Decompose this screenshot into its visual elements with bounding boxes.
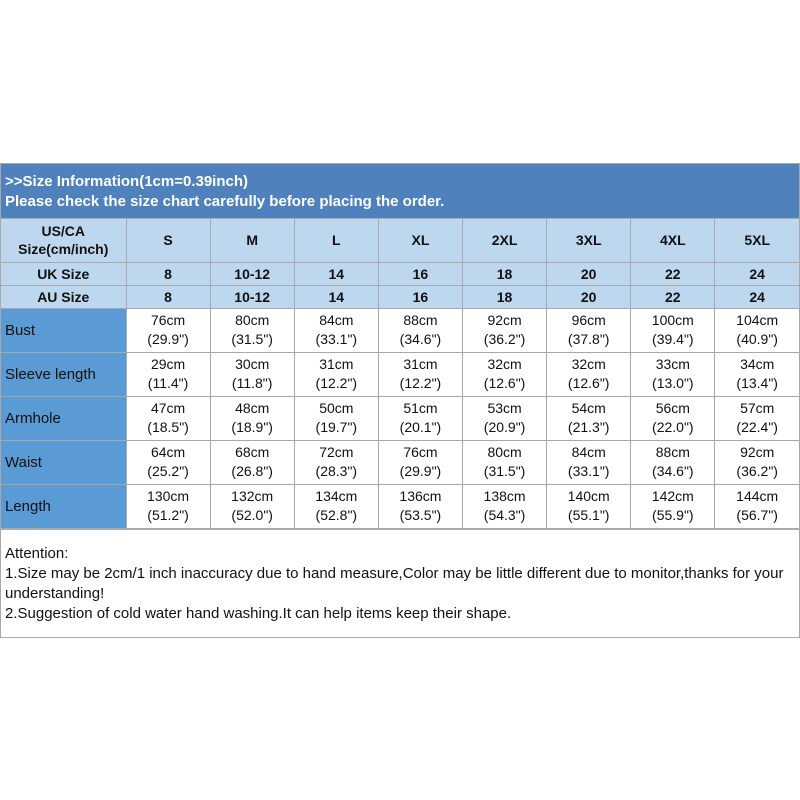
measurement-cm: 50cm bbox=[319, 400, 354, 416]
measurement-inch: (40.9") bbox=[736, 331, 778, 347]
measurement-inch: (36.2") bbox=[736, 463, 778, 479]
measurement-cell bbox=[631, 440, 715, 484]
measurement-inch: (22.4") bbox=[736, 419, 778, 435]
measurement-inch: (13.4") bbox=[736, 375, 778, 391]
measurement-cell bbox=[126, 352, 210, 396]
measurement-cell bbox=[631, 396, 715, 440]
measurement-inch: (19.7") bbox=[315, 419, 358, 435]
measurement-inch: (52.8") bbox=[315, 507, 358, 523]
measurement-cell bbox=[126, 440, 210, 484]
measurement-cell bbox=[210, 352, 294, 396]
measurement-row bbox=[1, 308, 799, 352]
uk-size-label: UK Size bbox=[1, 262, 126, 285]
measurement-cell bbox=[715, 484, 799, 528]
measurement-inch: (55.1") bbox=[567, 507, 610, 523]
au-size-cell: 22 bbox=[631, 285, 715, 308]
measurement-inch: (51.2") bbox=[147, 507, 189, 523]
measurement-inch: (20.1") bbox=[399, 419, 442, 435]
measurement-inch: (28.3") bbox=[315, 463, 358, 479]
measurement-cm: 32cm bbox=[487, 356, 522, 372]
us-size-cell: 5XL bbox=[715, 219, 799, 262]
measurement-cell bbox=[547, 396, 631, 440]
attention-note-1: 1.Size may be 2cm/1 inch inaccuracy due to hand measure,Color may be little different due to monitor,thanks for your understanding! bbox=[5, 564, 784, 602]
measurement-cell bbox=[378, 396, 462, 440]
measurement-inch: (31.5") bbox=[483, 463, 526, 479]
measurement-cell bbox=[547, 352, 631, 396]
measurement-inch: (29.9") bbox=[399, 463, 442, 479]
size-chart bbox=[0, 163, 800, 638]
au-size-cell: 18 bbox=[463, 285, 547, 308]
measurement-cell bbox=[294, 308, 378, 352]
au-size-cell: 14 bbox=[294, 285, 378, 308]
measurement-cell bbox=[547, 484, 631, 528]
au-size-cell: 16 bbox=[378, 285, 462, 308]
measurement-cell bbox=[463, 396, 547, 440]
measurement-cell bbox=[294, 440, 378, 484]
measurement-cm: 51cm bbox=[403, 400, 438, 416]
measurement-cell bbox=[210, 484, 294, 528]
us-size-label-line2: Size(cm/inch) bbox=[18, 241, 109, 258]
measurement-cell bbox=[715, 396, 799, 440]
us-size-label-line1: US/CA bbox=[41, 223, 86, 240]
us-size-cell: L bbox=[294, 219, 378, 262]
measurement-inch: (56.7") bbox=[736, 507, 778, 523]
measurement-label: Sleeve length bbox=[1, 352, 126, 396]
measurement-cell bbox=[378, 308, 462, 352]
measurement-cell bbox=[378, 484, 462, 528]
measurement-cell bbox=[210, 308, 294, 352]
size-info-banner bbox=[1, 164, 799, 219]
measurement-cm: 140cm bbox=[567, 488, 610, 504]
measurement-inch: (18.5") bbox=[147, 419, 189, 435]
au-size-row bbox=[1, 285, 799, 308]
measurement-cell bbox=[463, 484, 547, 528]
uk-size-cell: 10-12 bbox=[210, 262, 294, 285]
measurement-cell bbox=[463, 352, 547, 396]
measurement-cell bbox=[294, 484, 378, 528]
measurement-inch: (53.5") bbox=[399, 507, 442, 523]
measurement-cm: 92cm bbox=[740, 444, 775, 460]
measurement-cm: 144cm bbox=[736, 488, 779, 504]
measurement-cell bbox=[463, 440, 547, 484]
us-size-cell: 2XL bbox=[463, 219, 547, 262]
measurement-inch: (11.8") bbox=[231, 375, 273, 391]
measurement-cm: 29cm bbox=[150, 356, 186, 372]
measurement-cell bbox=[126, 308, 210, 352]
measurement-cell bbox=[463, 308, 547, 352]
measurement-cm: 80cm bbox=[235, 312, 270, 328]
measurement-inch: (22.0") bbox=[652, 419, 694, 435]
us-size-cell: M bbox=[210, 219, 294, 262]
measurement-cm: 134cm bbox=[315, 488, 358, 504]
measurement-cell bbox=[210, 396, 294, 440]
measurement-row bbox=[1, 352, 799, 396]
measurement-inch: (33.1") bbox=[315, 331, 358, 347]
attention-notes bbox=[1, 529, 799, 637]
uk-size-cell: 20 bbox=[547, 262, 631, 285]
measurement-cm: 34cm bbox=[740, 356, 775, 372]
size-info-title: >>Size Information(1cm=0.39inch) bbox=[5, 173, 248, 190]
measurement-row bbox=[1, 396, 799, 440]
uk-size-cell: 8 bbox=[126, 262, 210, 285]
measurement-cell bbox=[547, 308, 631, 352]
measurement-cm: 84cm bbox=[319, 312, 354, 328]
measurement-cm: 96cm bbox=[571, 312, 606, 328]
measurement-cell bbox=[294, 396, 378, 440]
measurement-cm: 138cm bbox=[483, 488, 526, 504]
us-size-row bbox=[1, 219, 799, 262]
measurement-label: Waist bbox=[1, 440, 126, 484]
us-size-cell: S bbox=[126, 219, 210, 262]
us-size-cell: XL bbox=[378, 219, 462, 262]
measurement-inch: (55.9") bbox=[652, 507, 694, 523]
uk-size-cell: 24 bbox=[715, 262, 799, 285]
measurement-inch: (39.4") bbox=[652, 331, 694, 347]
size-table bbox=[1, 219, 799, 529]
measurement-cm: 48cm bbox=[235, 400, 270, 416]
measurement-row bbox=[1, 440, 799, 484]
measurement-inch: (11.4") bbox=[147, 375, 189, 391]
us-size-cell: 3XL bbox=[547, 219, 631, 262]
measurement-cm: 92cm bbox=[487, 312, 522, 328]
au-size-label: AU Size bbox=[1, 285, 126, 308]
measurement-cm: 31cm bbox=[403, 356, 438, 372]
measurement-cell bbox=[715, 440, 799, 484]
au-size-cell: 10-12 bbox=[210, 285, 294, 308]
measurement-cell bbox=[631, 484, 715, 528]
au-size-cell: 20 bbox=[547, 285, 631, 308]
measurement-cm: 54cm bbox=[571, 400, 606, 416]
measurement-inch: (12.6") bbox=[483, 375, 526, 391]
measurement-cm: 68cm bbox=[235, 444, 270, 460]
size-info-instruction: Please check the size chart carefully before placing the order. bbox=[5, 193, 445, 210]
measurement-cm: 88cm bbox=[403, 312, 438, 328]
measurement-cm: 100cm bbox=[651, 312, 694, 328]
measurement-cm: 104cm bbox=[736, 312, 779, 328]
measurement-cm: 30cm bbox=[235, 356, 270, 372]
uk-size-cell: 14 bbox=[294, 262, 378, 285]
measurement-inch: (21.3") bbox=[567, 419, 610, 435]
us-size-label bbox=[1, 219, 126, 262]
measurement-cm: 72cm bbox=[319, 444, 354, 460]
measurement-cell bbox=[631, 308, 715, 352]
measurement-label: Armhole bbox=[1, 396, 126, 440]
measurement-cell bbox=[210, 440, 294, 484]
measurement-label: Bust bbox=[1, 308, 126, 352]
measurement-cm: 132cm bbox=[231, 488, 274, 504]
measurement-cm: 142cm bbox=[651, 488, 694, 504]
measurement-cm: 47cm bbox=[150, 400, 186, 416]
measurement-inch: (12.2") bbox=[399, 375, 442, 391]
measurement-inch: (12.6") bbox=[567, 375, 610, 391]
measurement-cm: 31cm bbox=[319, 356, 354, 372]
measurement-cm: 136cm bbox=[399, 488, 442, 504]
measurement-cm: 130cm bbox=[147, 488, 190, 504]
uk-size-cell: 22 bbox=[631, 262, 715, 285]
measurement-cm: 84cm bbox=[571, 444, 606, 460]
measurement-inch: (36.2") bbox=[483, 331, 526, 347]
measurement-cell bbox=[715, 352, 799, 396]
measurement-inch: (26.8") bbox=[231, 463, 273, 479]
measurement-cm: 57cm bbox=[740, 400, 775, 416]
measurement-inch: (34.6") bbox=[652, 463, 694, 479]
measurement-inch: (12.2") bbox=[315, 375, 358, 391]
measurement-inch: (29.9") bbox=[147, 331, 189, 347]
measurement-inch: (18.9") bbox=[231, 419, 273, 435]
measurement-cm: 76cm bbox=[150, 312, 186, 328]
us-size-cell: 4XL bbox=[631, 219, 715, 262]
measurement-cm: 76cm bbox=[403, 444, 438, 460]
attention-note-2: 2.Suggestion of cold water hand washing.It can help items keep their shape. bbox=[5, 604, 512, 622]
uk-size-cell: 18 bbox=[463, 262, 547, 285]
measurement-cell bbox=[378, 352, 462, 396]
measurement-cm: 80cm bbox=[487, 444, 522, 460]
measurement-cell bbox=[631, 352, 715, 396]
attention-title: Attention: bbox=[5, 544, 69, 562]
measurement-inch: (34.6") bbox=[399, 331, 442, 347]
measurement-inch: (37.8") bbox=[567, 331, 610, 347]
measurement-cm: 53cm bbox=[487, 400, 522, 416]
measurement-cm: 56cm bbox=[655, 400, 690, 416]
measurement-cell bbox=[126, 484, 210, 528]
au-size-cell: 8 bbox=[126, 285, 210, 308]
measurement-inch: (52.0") bbox=[231, 507, 273, 523]
measurement-inch: (54.3") bbox=[483, 507, 526, 523]
measurement-label: Length bbox=[1, 484, 126, 528]
measurement-cell bbox=[547, 440, 631, 484]
measurement-cm: 32cm bbox=[571, 356, 606, 372]
uk-size-cell: 16 bbox=[378, 262, 462, 285]
measurement-inch: (33.1") bbox=[567, 463, 610, 479]
measurement-cell bbox=[378, 440, 462, 484]
measurement-cm: 33cm bbox=[655, 356, 690, 372]
measurement-row bbox=[1, 484, 799, 528]
measurement-inch: (20.9") bbox=[483, 419, 526, 435]
measurement-cm: 88cm bbox=[655, 444, 690, 460]
measurement-inch: (13.0") bbox=[652, 375, 694, 391]
measurement-cm: 64cm bbox=[150, 444, 186, 460]
measurement-inch: (25.2") bbox=[147, 463, 189, 479]
measurement-cell bbox=[715, 308, 799, 352]
measurement-inch: (31.5") bbox=[231, 331, 273, 347]
measurement-cell bbox=[126, 396, 210, 440]
measurement-cell bbox=[294, 352, 378, 396]
uk-size-row bbox=[1, 262, 799, 285]
au-size-cell: 24 bbox=[715, 285, 799, 308]
